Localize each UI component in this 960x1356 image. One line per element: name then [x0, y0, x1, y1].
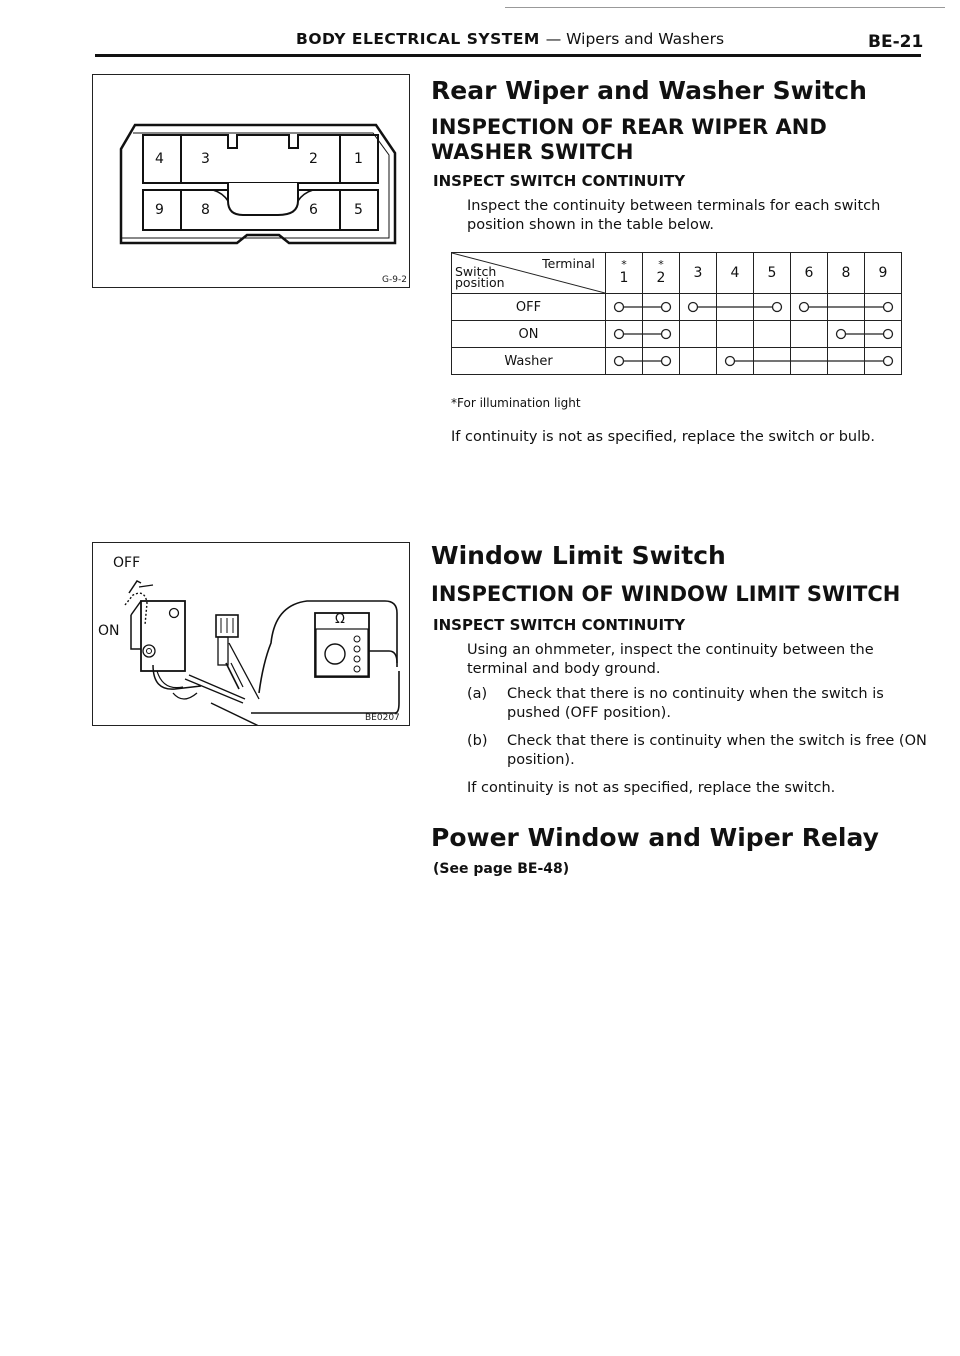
window-limit-note: If continuity is not as specified, replace the switch.: [467, 780, 836, 796]
window-limit-subhead: INSPECTION OF WINDOW LIMIT SWITCH: [431, 582, 901, 606]
continuity-terminal-mark: [689, 303, 698, 312]
continuity-terminal-mark: [615, 330, 624, 339]
continuity-terminal-mark: [615, 357, 624, 366]
rear-wiper-subhead: INSPECTION OF REAR WIPER AND WASHER SWITCH: [431, 115, 827, 164]
terminal-header: 3: [680, 253, 717, 294]
position-label: OFF: [452, 294, 606, 321]
relay-reference: (See page BE-48): [433, 861, 570, 877]
relay-title: Power Window and Wiper Relay: [431, 823, 879, 852]
window-limit-step: INSPECT SWITCH CONTINUITY: [433, 616, 686, 634]
continuity-terminal-mark: [726, 357, 735, 366]
continuity-terminal-mark: [662, 357, 671, 366]
terminal-6: 6: [309, 202, 318, 218]
terminal-header: 8: [828, 253, 865, 294]
illumination-star: *: [658, 258, 664, 271]
terminal-1: 1: [354, 151, 363, 167]
continuity-terminal-mark: [884, 357, 893, 366]
table-footnote: *For illumination light: [451, 396, 581, 410]
terminal-header: 9: [865, 253, 902, 294]
terminal-header-label: 1: [619, 270, 629, 286]
rear-wiper-title: Rear Wiper and Washer Switch: [431, 76, 867, 105]
continuity-terminal-mark: [662, 330, 671, 339]
terminal-header-label: 2: [656, 270, 666, 286]
on-label: ON: [98, 623, 120, 639]
figure-code: G-9-2: [382, 275, 407, 285]
limit-switch-figure: [92, 542, 410, 726]
continuity-terminal-mark: [884, 303, 893, 312]
corner-switch-line1: Switch: [455, 264, 497, 279]
continuity-terminal-mark: [773, 303, 782, 312]
terminal-4: 4: [155, 151, 164, 167]
terminal-header: 5: [754, 253, 791, 294]
continuity-terminal-mark: [800, 303, 809, 312]
terminal-3: 3: [201, 151, 210, 167]
position-label: ON: [452, 321, 606, 348]
position-label: Washer: [452, 348, 606, 375]
page-number: BE-21: [868, 32, 924, 52]
off-label: OFF: [113, 555, 141, 571]
header-title-main: BODY ELECTRICAL SYSTEM: [296, 30, 540, 48]
figure-code: BE0207: [365, 713, 400, 723]
header-title-sub: — Wipers and Washers: [545, 30, 725, 48]
corner-switch-line2: position: [455, 275, 505, 290]
continuity-terminal-mark: [884, 330, 893, 339]
limit-switch-diagram: [93, 543, 409, 725]
corner-terminal-label: Terminal: [542, 256, 595, 271]
terminal-header: 6: [791, 253, 828, 294]
list-item-text: Check that there is no continuity when the switch is pushed (OFF position).: [507, 686, 884, 721]
terminal-8: 8: [201, 202, 210, 218]
window-limit-instruction: Using an ohmmeter, inspect the continuity between the terminal and body ground.: [467, 642, 874, 677]
illumination-star: *: [621, 258, 627, 271]
rear-wiper-step: INSPECT SWITCH CONTINUITY: [433, 172, 686, 190]
terminal-5: 5: [354, 202, 363, 218]
terminal-9: 9: [155, 202, 164, 218]
continuity-terminal-mark: [662, 303, 671, 312]
terminal-2: 2: [309, 151, 318, 167]
list-item-label: (b): [467, 733, 488, 749]
window-limit-title: Window Limit Switch: [431, 541, 726, 570]
continuity-terminal-mark: [615, 303, 624, 312]
rear-wiper-note: If continuity is not as specified, replace the switch or bulb.: [451, 429, 875, 445]
ohm-symbol: Ω: [335, 612, 345, 627]
list-item-label: (a): [467, 686, 488, 702]
terminal-header: 4: [717, 253, 754, 294]
rear-wiper-instruction: Inspect the continuity between terminals for each switch position shown in the table below.: [467, 198, 881, 233]
list-item-text: Check that there is continuity when the switch is free (ON position).: [507, 733, 927, 768]
continuity-terminal-mark: [837, 330, 846, 339]
